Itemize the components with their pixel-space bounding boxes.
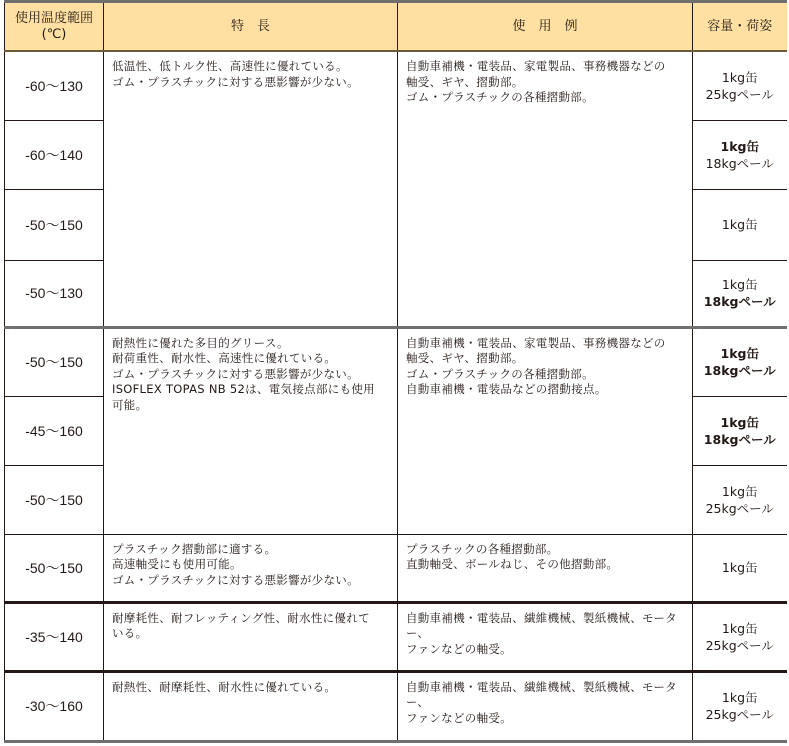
features-line: 低温性、低トルク性、高速性に優れている。 (112, 59, 348, 73)
examples-line: 自動車補機・電装品などの摺動接点。 (406, 382, 607, 396)
examples-line: プラスチックの各種摺動部。 (406, 541, 559, 556)
temp-cell: -60～130 (5, 51, 104, 120)
examples-line: 自動車補機・電装品、家電製品、事務機器などの (406, 335, 666, 350)
examples-line: 自動車補機・電装品、家電製品、事務機器などの (406, 59, 666, 73)
features-line: 耐熱性、耐摩耗性、耐水性に優れている。 (112, 679, 337, 694)
examples-line: 直動軸受、ボールねじ、その他摺動部。 (406, 557, 619, 571)
temp-cell: -60～140 (5, 120, 104, 189)
examples-cell (398, 602, 693, 671)
package-cell (693, 534, 787, 602)
temp-cell: -50～150 (5, 327, 104, 396)
grease-spec-table (4, 0, 787, 743)
package-line: 1kg缶 (721, 483, 758, 499)
package-line: 1kg缶 (721, 217, 758, 232)
temp-cell: -50～150 (5, 465, 104, 534)
temp-cell: -50～150 (5, 189, 104, 260)
features-cell (104, 327, 398, 534)
package-cell (693, 671, 787, 741)
package-line: 1kg缶 (720, 138, 759, 154)
features-line: 高速軸受にも使用可能。 (112, 557, 242, 571)
examples-line: 自動車補機・電装品、繊維機械、製紙機械、モーター、 (406, 610, 677, 640)
package-line: 25kgペール (705, 86, 774, 102)
examples-cell (398, 51, 693, 327)
package-line: 18kgペール (703, 363, 776, 378)
examples-line: 軸受、ギヤ、摺動部。 (406, 351, 524, 365)
header-examples: 使 用 例 (398, 2, 693, 52)
package-line: 1kg缶 (721, 690, 758, 705)
features-line: 耐荷重性、耐水性、高速性に優れている。 (112, 351, 337, 365)
temp-cell: -50～150 (5, 534, 104, 602)
examples-line: ファンなどの軸受。 (406, 710, 512, 725)
examples-cell (398, 534, 693, 602)
temp-cell: -35～140 (5, 602, 104, 671)
features-line: いる。 (112, 626, 148, 640)
examples-cell (398, 327, 693, 534)
package-line: 18kgペール (703, 431, 776, 447)
package-line: 1kg缶 (721, 560, 758, 575)
temp-cell: -50～130 (5, 260, 104, 327)
features-line: ゴム・プラスチックに対する悪影響が少ない。 (112, 572, 359, 587)
examples-line: 軸受、ギヤ、摺動部。 (406, 74, 524, 89)
features-cell (104, 602, 398, 671)
examples-line: 自動車補機・電装品、繊維機械、製紙機械、モーター、 (406, 679, 677, 709)
features-line: 可能。 (112, 397, 148, 412)
package-line: 1kg缶 (721, 69, 758, 85)
header-temp-range (5, 2, 104, 52)
table-row (5, 602, 787, 671)
examples-cell (398, 671, 693, 741)
package-cell (693, 465, 787, 534)
package-line: 18kgペール (705, 155, 774, 171)
features-line: ISOFLEX TOPAS NB 52は、電気接点部にも使用 (112, 382, 375, 396)
package-cell (693, 602, 787, 671)
table-row (5, 534, 787, 602)
features-line: ゴム・プラスチックに対する悪影響が少ない。 (112, 366, 359, 381)
package-cell (693, 260, 787, 327)
examples-line: ゴム・プラスチックの各種摺動部。 (406, 90, 594, 104)
header-temp-unit: (℃) (41, 26, 67, 42)
package-line: 1kg缶 (721, 277, 758, 292)
temp-cell: -30～160 (5, 671, 104, 741)
features-line: プラスチック摺動部に適する。 (112, 541, 277, 556)
temp-cell: -45～160 (5, 396, 104, 465)
features-line: 耐摩耗性、耐フレッティング性、耐水性に優れて (112, 610, 370, 625)
examples-line: ゴム・プラスチックの各種摺動部。 (406, 366, 594, 381)
examples-line: ファンなどの軸受。 (406, 641, 512, 656)
features-cell (104, 671, 398, 741)
package-line: 25kgペール (705, 707, 774, 722)
package-cell (693, 51, 787, 120)
header-package: 容量・荷姿 (693, 2, 787, 52)
package-cell (693, 120, 787, 189)
header-temp-label: 使用温度範囲 (14, 10, 93, 26)
package-line: 1kg缶 (720, 346, 759, 361)
features-cell (104, 51, 398, 327)
package-cell (693, 189, 787, 260)
package-cell (693, 396, 787, 465)
features-line: 耐熱性に優れた多目的グリース。 (112, 335, 289, 350)
package-cell (693, 327, 787, 396)
package-line: 1kg缶 (721, 620, 758, 636)
table-row (5, 671, 787, 741)
header-row (5, 2, 787, 52)
package-line: 25kgペール (705, 500, 774, 516)
table-row (5, 51, 787, 120)
features-cell (104, 534, 398, 602)
package-line: 18kgペール (703, 294, 776, 309)
header-features: 特 長 (104, 2, 398, 52)
package-line: 1kg缶 (720, 414, 759, 430)
package-line: 25kgペール (705, 637, 774, 653)
features-line: ゴム・プラスチックに対する悪影響が少ない。 (112, 74, 359, 89)
table-row (5, 327, 787, 396)
